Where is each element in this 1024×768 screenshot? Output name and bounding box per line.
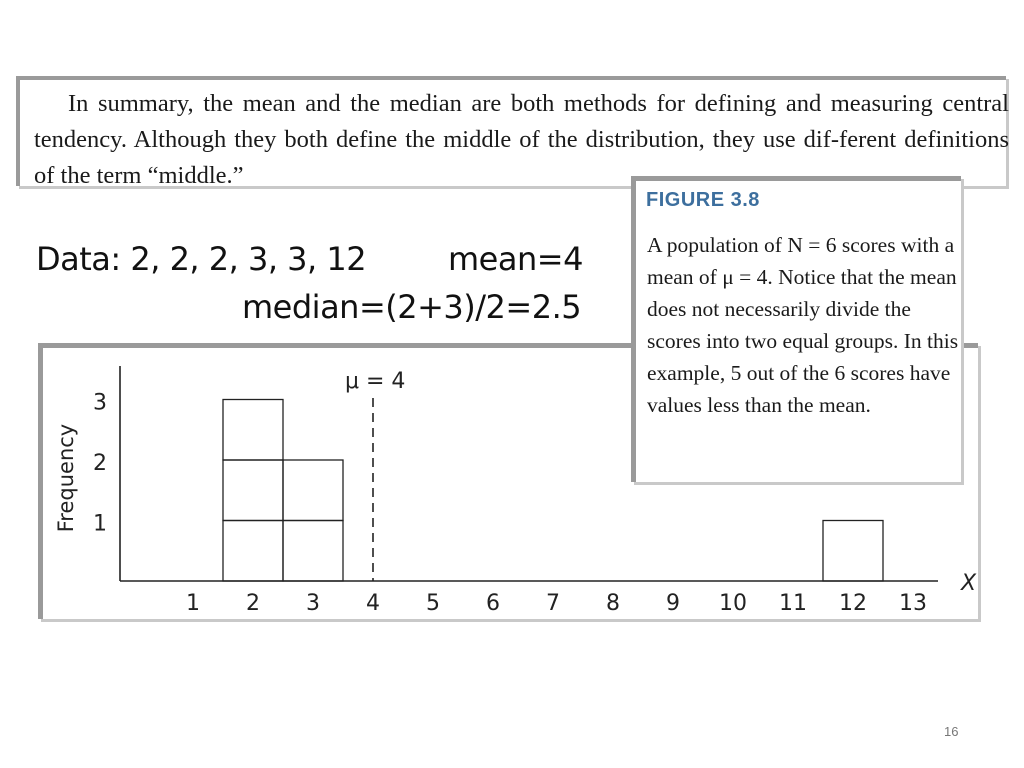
histogram-bar-x2-box1 bbox=[223, 521, 283, 582]
x-tick-label-2: 2 bbox=[246, 591, 260, 616]
x-tick-label-1: 1 bbox=[186, 591, 200, 616]
figure-caption-box bbox=[631, 176, 961, 482]
histogram-bar-x3-box1 bbox=[283, 521, 343, 582]
x-tick-label-5: 5 bbox=[426, 591, 440, 616]
x-tick-label-12: 12 bbox=[839, 591, 867, 616]
slide-page-number: 16 bbox=[944, 724, 959, 739]
histogram-bar-x12-box1 bbox=[823, 521, 883, 582]
histogram-bar-x2-box2 bbox=[223, 460, 283, 521]
median-calculation-line: median=(2+3)/2=2.5 bbox=[242, 288, 582, 326]
x-tick-label-11: 11 bbox=[779, 591, 807, 616]
x-tick-label-3: 3 bbox=[306, 591, 320, 616]
x-tick-label-8: 8 bbox=[606, 591, 620, 616]
y-axis-label: Frequency bbox=[54, 423, 78, 533]
y-tick-label-1: 1 bbox=[93, 511, 107, 537]
x-tick-label-7: 7 bbox=[546, 591, 560, 616]
x-tick-label-13: 13 bbox=[899, 591, 927, 616]
histogram-bar-x2-box3 bbox=[223, 400, 283, 461]
y-tick-label-3: 3 bbox=[93, 390, 107, 416]
x-tick-label-6: 6 bbox=[486, 591, 500, 616]
textbook-excerpt bbox=[16, 76, 1009, 189]
x-tick-label-9: 9 bbox=[666, 591, 680, 616]
histogram-bar-x3-box2 bbox=[283, 460, 343, 521]
figure-label: FIGURE 3.8 bbox=[646, 189, 760, 211]
excerpt-text: In summary, the mean and the median are both methods for defining and measuring central tendency. Although they both define the middle of the distribution, they use dif-ferent definitions of the term “middle.” bbox=[34, 90, 1009, 189]
x-tick-label-10: 10 bbox=[719, 591, 747, 616]
x-tick-label-4: 4 bbox=[366, 591, 380, 616]
x-axis-label: X bbox=[961, 571, 977, 596]
mean-line-label: μ = 4 bbox=[345, 369, 406, 394]
mean-value-line: mean=4 bbox=[448, 240, 583, 278]
y-tick-label-2: 2 bbox=[93, 451, 107, 476]
figure-caption: A population of N = 6 scores with a mean of μ = 4. Notice that the mean does not necessarily divide the scores into two equal groups. In this example, 5 out of the 6 scores have values less than the mean. bbox=[647, 233, 959, 417]
data-values-line: Data: 2, 2, 2, 3, 3, 12 bbox=[36, 240, 367, 278]
